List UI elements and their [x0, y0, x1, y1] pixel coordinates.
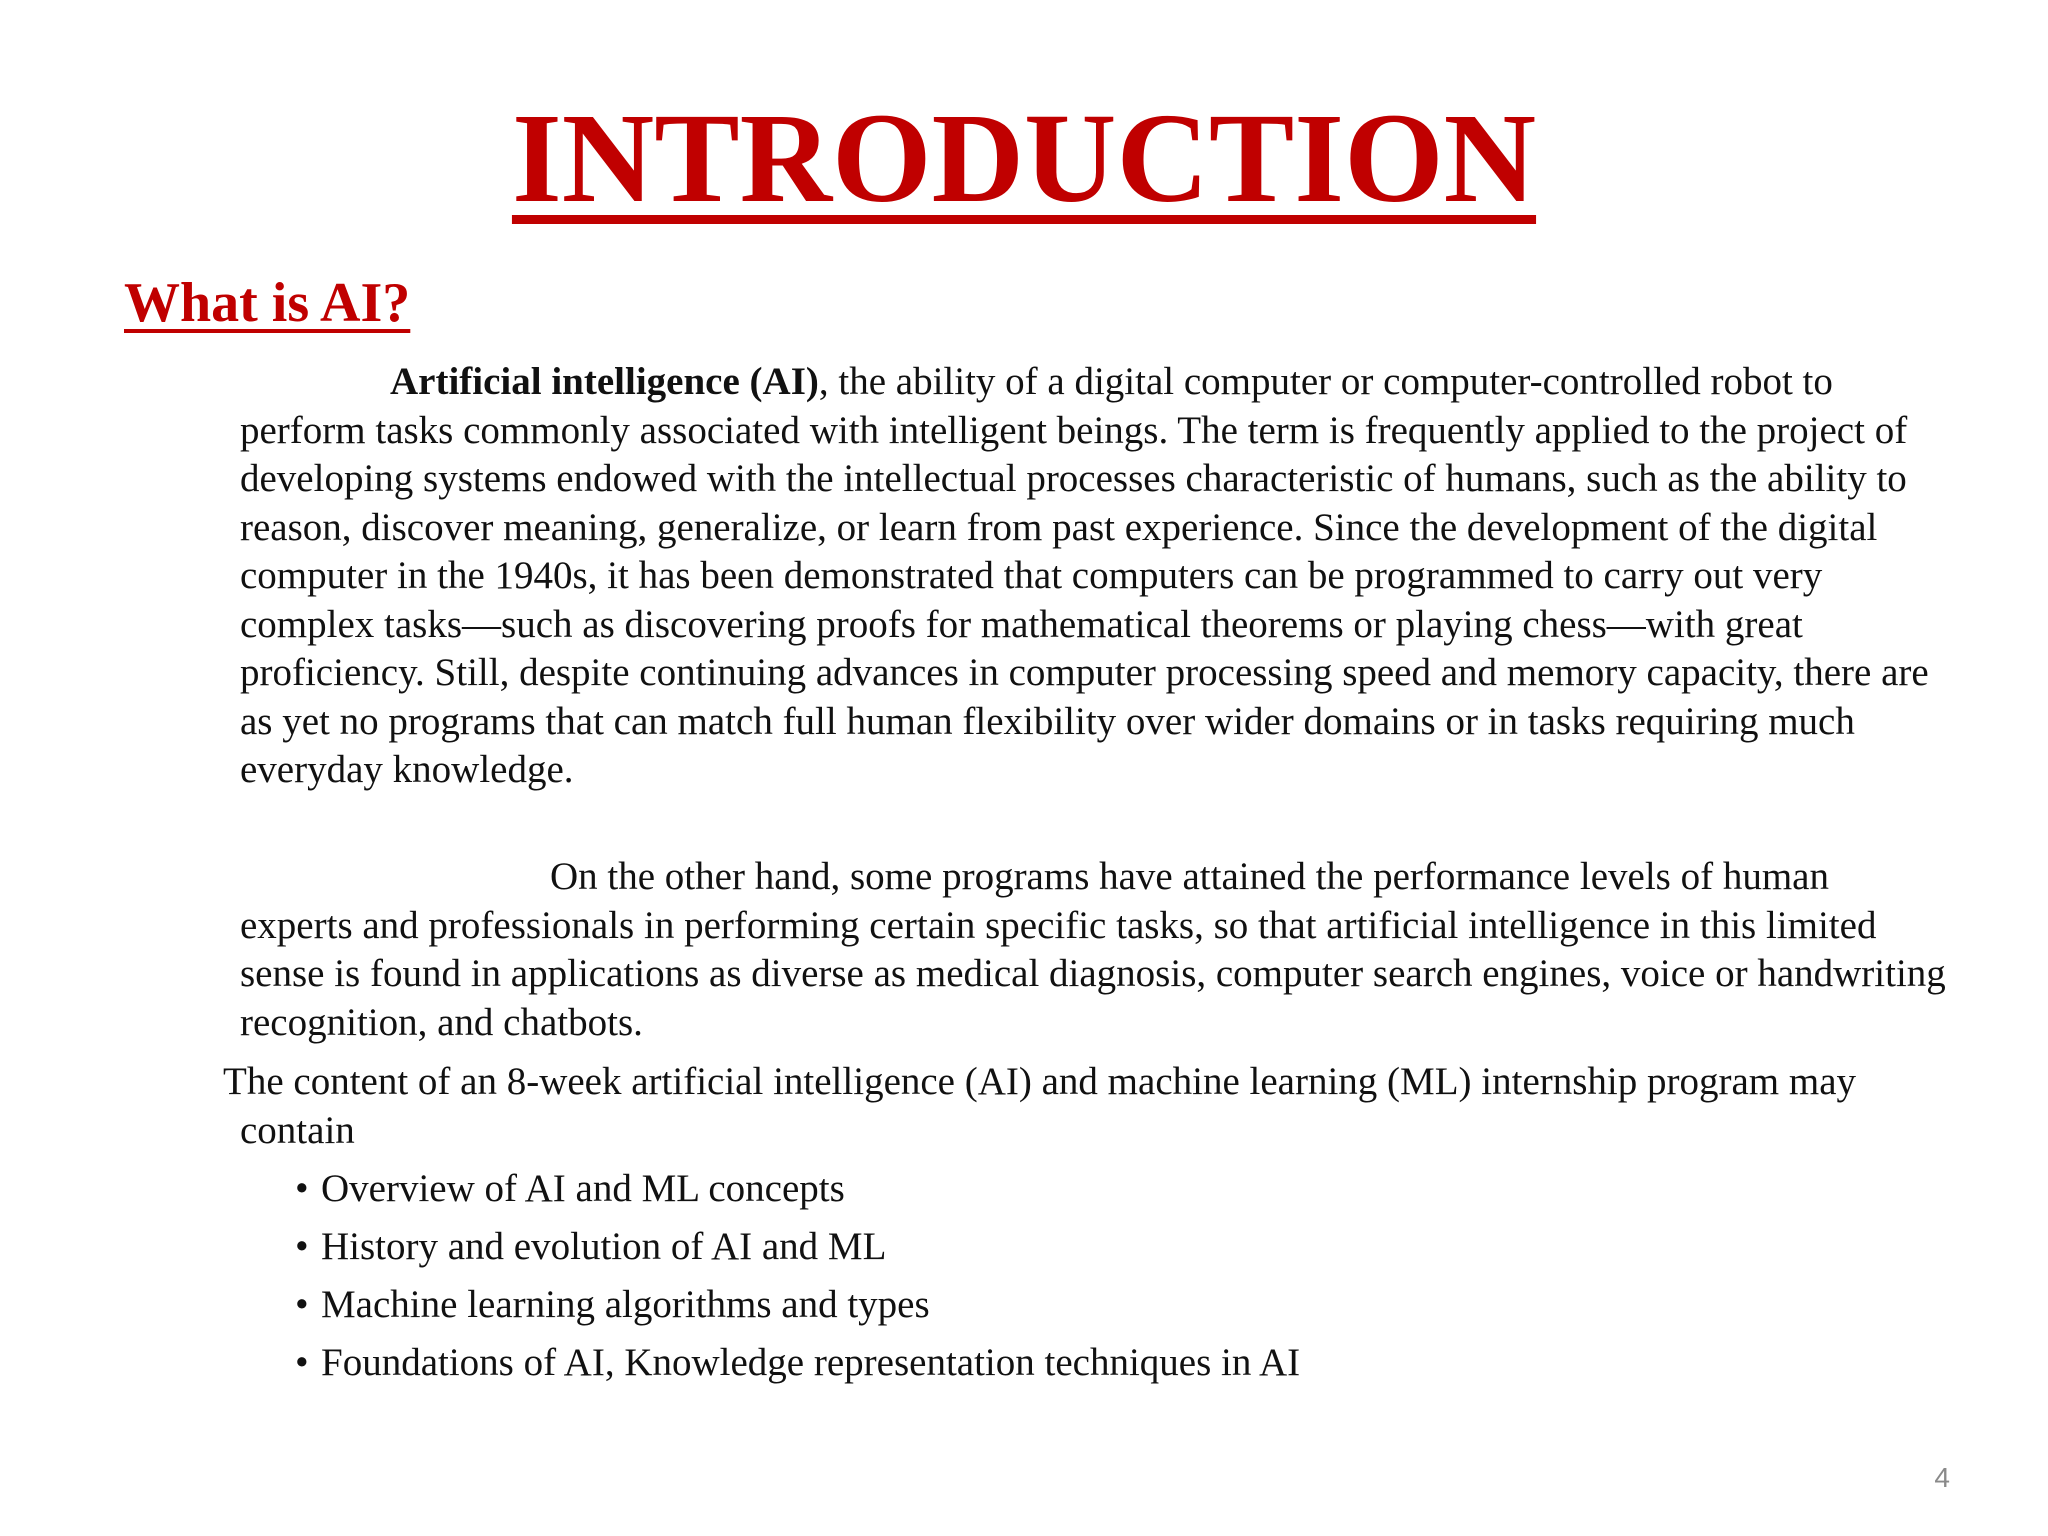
section-heading-text: What is AI?	[124, 272, 411, 334]
paragraph-ai-definition	[240, 358, 1950, 795]
list-item	[295, 1276, 1300, 1334]
list-item	[295, 1334, 1300, 1392]
paragraph-internship-intro: The content of an 8-week artificial intelligence (AI) and machine learning (ML) internship program may contain	[223, 1060, 1857, 1152]
list-item	[295, 1218, 1300, 1276]
list-item-text: History and evolution of AI and ML	[321, 1225, 887, 1268]
list-item-text: Overview of AI and ML concepts	[321, 1167, 845, 1210]
page-number: 4	[1934, 1462, 1950, 1493]
bullet-icon: •	[295, 1341, 309, 1384]
bullet-icon: •	[295, 1167, 309, 1210]
slide-title	[0, 88, 2048, 228]
paragraph-ai-definition-text: , the ability of a digital computer or computer-controlled robot to perform tasks commonly associated with intelligent beings. The term is frequently applied to the project of developing systems endowed with the intellectual processes characteristic of humans, such as the ability to reason, discover meaning, generalize, or learn from past experience. Since the development of the digital computer in the 1940s, it has been demonstrated that computers can be programmed to carry out very complex tasks—such as discovering proofs for mathematical theorems or playing chess—with great proficiency. Still, despite continuing advances in computer processing speed and memory capacity, there are as yet no programs that can match full human flexibility over wider domains or in tasks requiring much everyday knowledge.	[240, 360, 1929, 791]
paragraph-applications: On the other hand, some programs have attained the performance levels of human experts and professionals in performing certain specific tasks, so that artificial intelligence in this limited sense is found in applications as diverse as medical diagnosis, computer search engines, voice or handwriting recognition, and chatbots.	[240, 855, 1946, 1044]
list-item	[295, 1160, 1300, 1218]
bullet-icon: •	[295, 1225, 309, 1268]
slide-title-text: INTRODUCTION	[511, 87, 1537, 229]
section-heading	[124, 268, 410, 338]
internship-topics-list	[295, 1160, 1300, 1392]
list-item-text: Foundations of AI, Knowledge representation techniques in AI	[321, 1341, 1301, 1384]
bullet-icon: •	[295, 1283, 309, 1326]
paragraph-bold-lead: Artificial intelligence (AI)	[390, 360, 819, 403]
list-item-text: Machine learning algorithms and types	[321, 1283, 930, 1326]
